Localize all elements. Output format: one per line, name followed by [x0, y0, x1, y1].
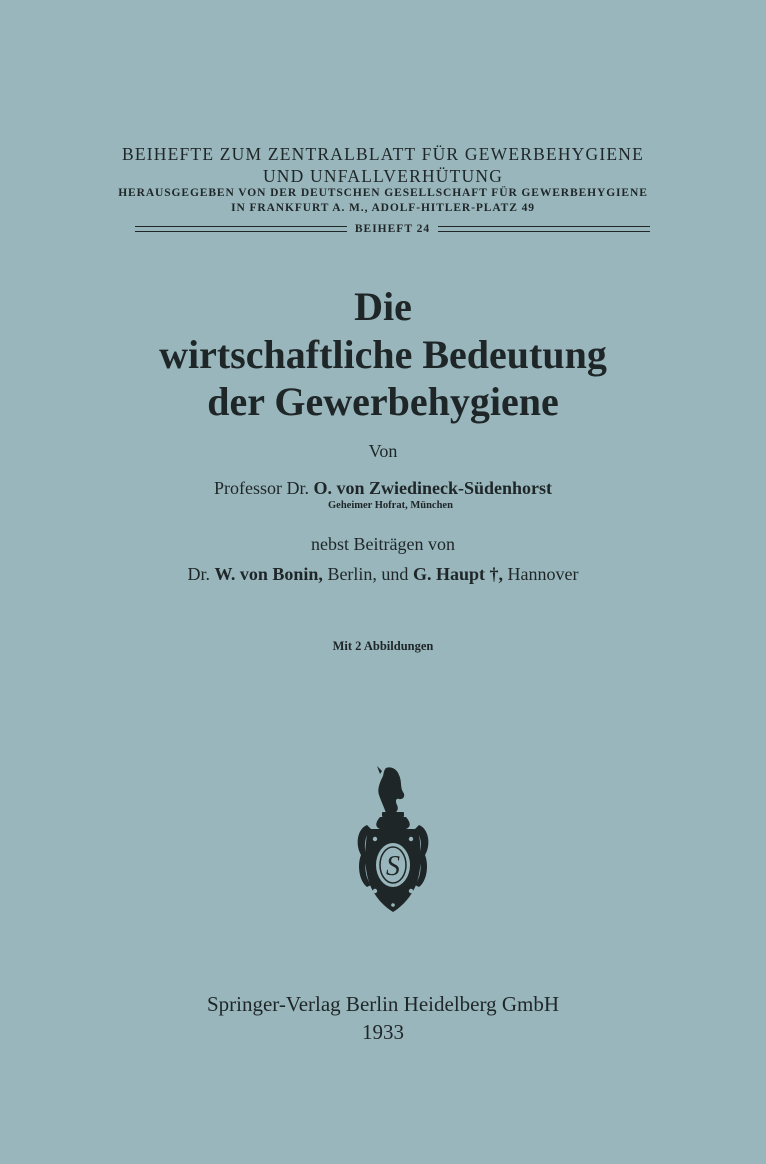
- publisher-name: Springer-Verlag Berlin Heidelberg GmbH: [206, 992, 560, 1016]
- contributor-name-2: G. Haupt †,: [412, 564, 503, 584]
- illustrations-note: Mit 2 Abbildungen: [332, 639, 434, 653]
- book-title-line2: wirtschaftliche Bedeutung: [159, 332, 607, 377]
- contributor-place-1: Berlin, und: [327, 564, 409, 584]
- author-line: [0, 477, 766, 499]
- contributors-line: [0, 563, 766, 585]
- contributions-intro: nebst Beiträgen von: [311, 534, 455, 554]
- book-title-line1: Die: [354, 284, 412, 329]
- author-title: Geheimer Hofrat, München: [328, 500, 453, 511]
- series-title-line1: BEIHEFTE ZUM ZENTRALBLATT FÜR GEWERBEHYGIENE: [121, 144, 645, 164]
- publication-year: 1933: [362, 1020, 404, 1044]
- series-publisher: [0, 186, 766, 216]
- author-name: O. von Zwiedineck-Südenhorst: [313, 478, 553, 498]
- contributor-prefix: Dr.: [187, 564, 211, 584]
- contributor-name-1: W. von Bonin,: [214, 564, 323, 584]
- series-publisher-line2: IN FRANKFURT A. M., ADOLF-HITLER-PLATZ 49: [231, 202, 535, 214]
- double-rule-left: [135, 226, 347, 232]
- issue-number: BEIHEFT 24: [354, 223, 431, 235]
- by-label: Von: [368, 441, 398, 461]
- double-rule-right: [438, 226, 650, 232]
- springer-horse-logo-icon: [353, 765, 433, 915]
- contributor-place-2: Hannover: [507, 564, 579, 584]
- issue-rule-row: [135, 221, 650, 237]
- book-title-line3: der Gewerbehygiene: [207, 379, 559, 424]
- series-title-line2: UND UNFALLVERHÜTUNG: [262, 166, 504, 186]
- author-prefix: Professor Dr.: [213, 478, 309, 498]
- series-title: [0, 143, 766, 187]
- logo-monogram: S: [386, 851, 400, 882]
- series-publisher-line1: HERAUSGEGEBEN VON DER DEUTSCHEN GESELLSCHAFT FÜR GEWERBEHYGIENE: [118, 187, 648, 199]
